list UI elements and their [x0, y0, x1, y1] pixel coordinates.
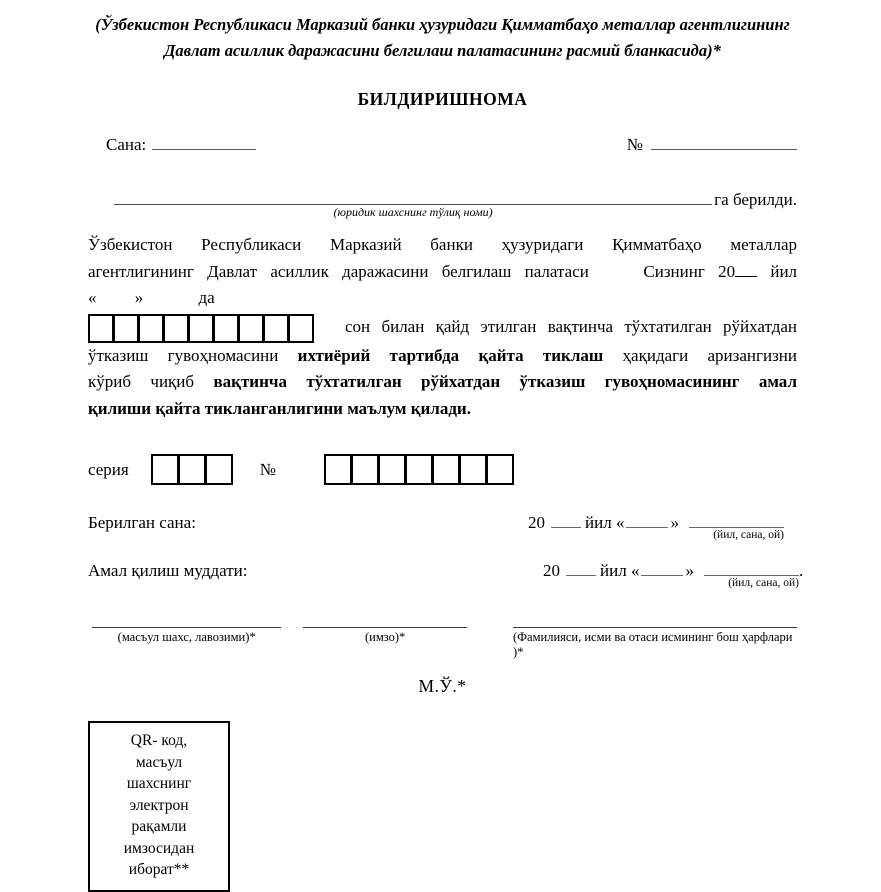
page-title: БИЛДИРИШНОМА — [357, 89, 528, 109]
body-paragraph — [88, 232, 797, 422]
number-group — [627, 134, 797, 155]
box-cell[interactable] — [88, 314, 114, 343]
year-blank-field[interactable] — [735, 262, 757, 277]
box-cell[interactable] — [151, 454, 179, 485]
signature-person-block — [92, 627, 281, 660]
year-word: йил — [600, 561, 627, 580]
qr-box-line: масъул — [135, 753, 183, 771]
issued-day-blank[interactable] — [626, 513, 668, 528]
signature-person-caption: (масъул шахс, лавозими)* — [117, 630, 256, 644]
qr-box-line: электрон — [129, 796, 189, 814]
series-boxes[interactable] — [151, 454, 232, 485]
issued-to-row — [114, 187, 797, 219]
date-label: Сана: — [106, 135, 147, 154]
body-line-2 — [88, 259, 797, 286]
box-cell[interactable] — [238, 314, 264, 343]
validity-month-blank[interactable] — [704, 561, 799, 589]
issued-date-fill — [528, 513, 784, 541]
body-line-6 — [88, 369, 797, 396]
issued-date-label: Берилган сана: — [88, 513, 196, 532]
validity-year-blank[interactable] — [566, 561, 596, 576]
box-cell[interactable] — [459, 454, 487, 485]
validity-date-label: Амал қилиш муддати: — [88, 561, 248, 580]
quote-open: « — [615, 513, 625, 532]
validity-date-row — [88, 561, 804, 589]
body-line-2-year-word: йил — [770, 261, 798, 281]
quote-close: » — [685, 561, 694, 580]
signature-initials-block — [513, 627, 797, 660]
box-cell[interactable] — [486, 454, 514, 485]
signature-sign-block — [303, 627, 467, 660]
box-cell[interactable] — [213, 314, 239, 343]
validity-date-fill — [543, 561, 804, 589]
body-line-2-left: агентлигининг Давлат асиллик даражасини белгилаш палатаси — [88, 261, 589, 281]
legal-entity-name-field[interactable] — [114, 187, 712, 219]
serial-number-label: № — [259, 459, 276, 479]
registration-number-boxes[interactable] — [88, 314, 313, 343]
issued-month-blank[interactable] — [689, 513, 784, 541]
qr-code-box — [88, 721, 230, 892]
body-line-1: Ўзбекистон Республикаси Марказий банки ҳузуридаги Қимматбаҳо металлар — [88, 235, 797, 254]
letterhead-note: (Ўзбекистон Республикаси Марказий банки ҳузуридаги Қимматбаҳо металлар агентлигининг Давлат асиллик даражасини белгилаш палатасининг расмий бланкасида)* — [95, 15, 790, 60]
issued-to-suffix: га берилди. — [714, 190, 797, 209]
meta-row — [88, 134, 797, 155]
body-line-5-normal: ўтказиш гувоҳномасини — [88, 345, 279, 365]
body-line-5 — [88, 343, 797, 370]
box-cell[interactable] — [405, 454, 433, 485]
box-cell[interactable] — [138, 314, 164, 343]
box-cell[interactable] — [188, 314, 214, 343]
box-cell[interactable] — [163, 314, 189, 343]
seal-mark: М.Ў.* — [418, 676, 467, 696]
year-prefix: 20 — [543, 561, 560, 580]
qr-box-line: шахснинг — [126, 775, 192, 792]
validity-date-caption: (йил, сана, ой) — [728, 577, 799, 589]
box-cell[interactable] — [205, 454, 233, 485]
box-cell[interactable] — [351, 454, 379, 485]
registration-number-line — [88, 314, 797, 343]
validity-day-blank[interactable] — [641, 561, 683, 576]
issued-year-blank[interactable] — [551, 513, 581, 528]
signature-row — [88, 627, 797, 660]
body-line-3-quotes: « » да — [88, 288, 215, 307]
box-cell[interactable] — [178, 454, 206, 485]
issued-date-caption: (йил, сана, ой) — [713, 529, 784, 541]
body-line-7-bold: қилиши қайта тикланганлигини маълум қилади. — [88, 398, 471, 418]
box-cell[interactable] — [113, 314, 139, 343]
date-blank-field[interactable] — [152, 134, 256, 150]
box-cell[interactable] — [263, 314, 289, 343]
issued-date-row — [88, 513, 797, 541]
series-label: серия — [88, 459, 129, 479]
serial-row — [88, 454, 797, 485]
qr-box-line: имзосидан — [123, 839, 195, 857]
period: . — [798, 561, 804, 580]
number-label: № — [626, 135, 643, 154]
serial-number-boxes[interactable] — [324, 454, 513, 485]
qr-box-line: иборат** — [128, 861, 190, 878]
box-cell[interactable] — [324, 454, 352, 485]
signature-sign-caption: (имзо)* — [365, 630, 406, 644]
year-word: йил — [585, 513, 612, 532]
quote-open: « — [630, 561, 640, 580]
body-line-4: сон билан қайд этилган вақтинча тўхтатилган рўйхатдан — [345, 316, 797, 336]
box-cell[interactable] — [432, 454, 460, 485]
body-line-5-bold: ихтиёрий тартибда қайта тиклаш — [297, 345, 604, 365]
qr-box-line: QR- код, — [130, 732, 188, 749]
number-blank-field[interactable] — [651, 134, 797, 150]
body-line-6-normal: кўриб чиқиб — [88, 372, 195, 391]
box-cell[interactable] — [288, 314, 314, 343]
signature-initials-caption: (Фамилияси, исми ва отаси исмининг бош ҳарфлари )* — [513, 630, 793, 659]
body-line-7 — [88, 396, 797, 423]
body-line-2-right: Сизнинг 20 — [643, 261, 736, 281]
qr-box-line: рақамли — [131, 818, 187, 835]
body-line-6-bold: вақтинча тўхтатилган рўйхатдан ўтказиш гувоҳномасининг амал — [213, 372, 797, 391]
year-prefix: 20 — [528, 513, 545, 532]
box-cell[interactable] — [378, 454, 406, 485]
body-line-5-tail: ҳақидаги аризангизни — [622, 345, 797, 365]
date-group — [106, 134, 256, 155]
legal-entity-caption: (юридик шахснинг тўлиқ номи) — [333, 205, 493, 219]
quote-close: » — [670, 513, 679, 532]
